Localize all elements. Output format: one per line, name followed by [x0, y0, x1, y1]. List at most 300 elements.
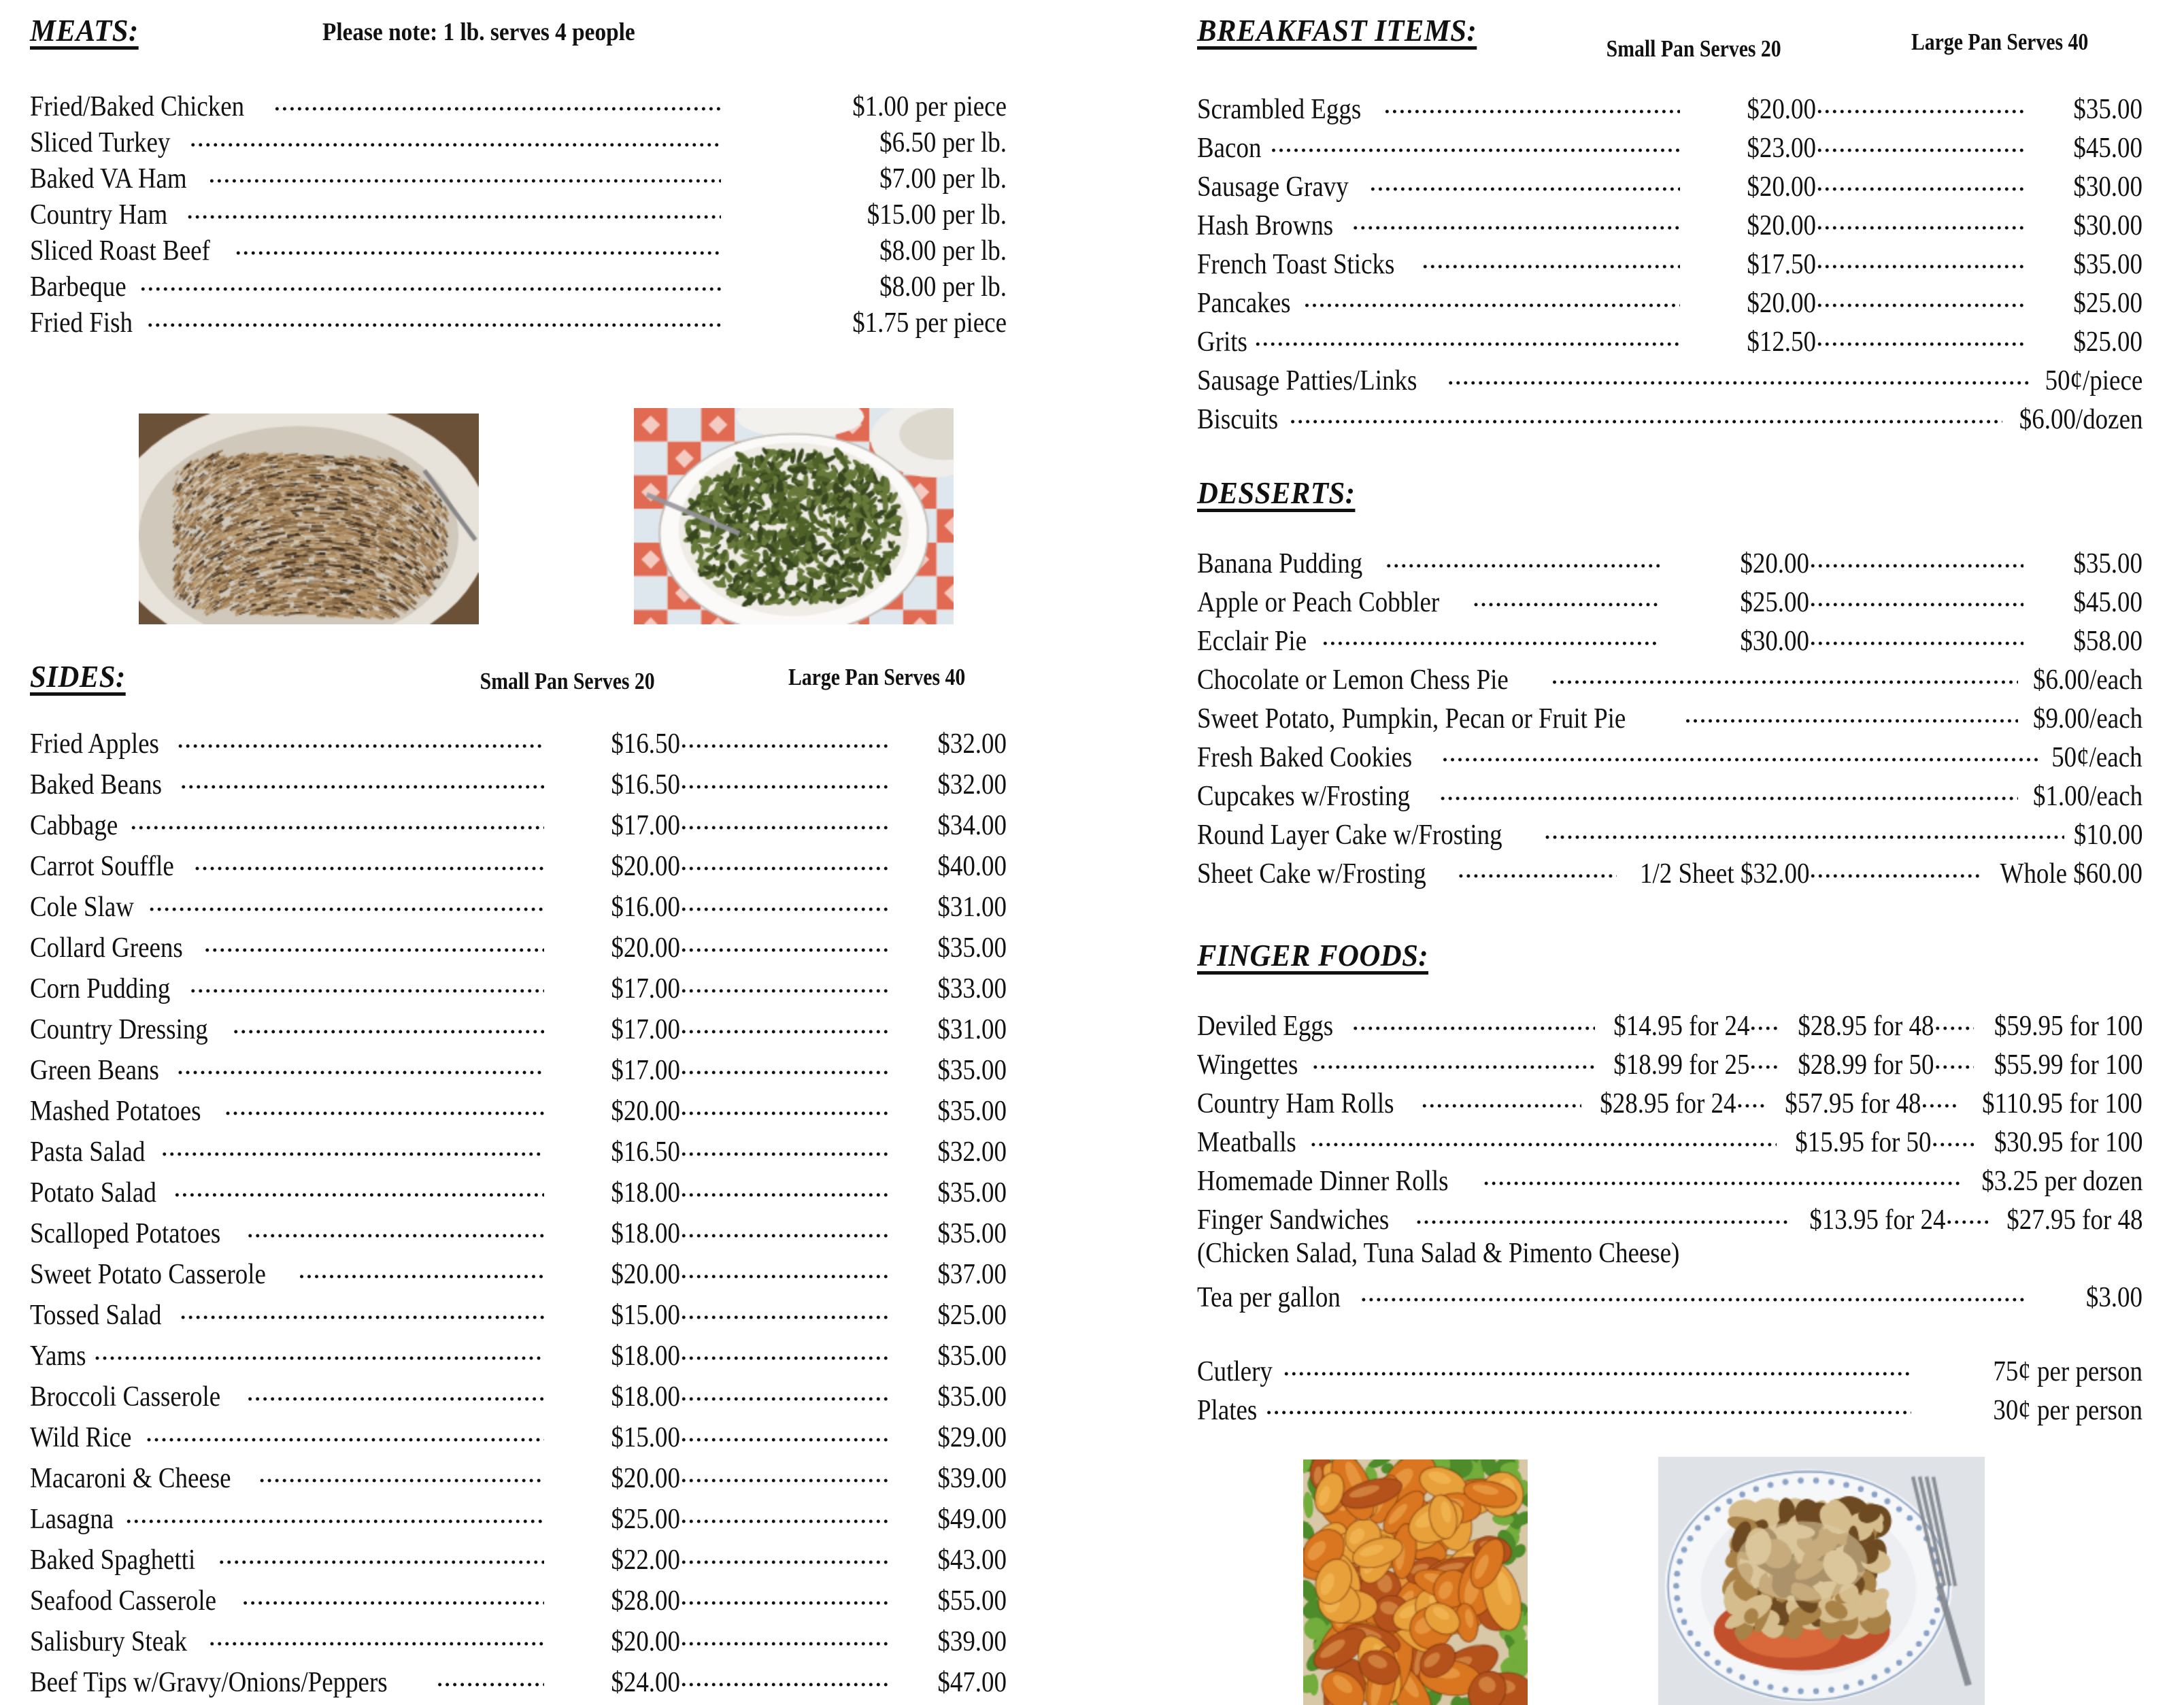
item-price-small: $16.50 — [611, 728, 680, 760]
item-name: Tea per gallon — [1197, 1282, 1341, 1313]
large-price-segment — [680, 1581, 1007, 1615]
menu-row — [30, 1255, 1007, 1296]
item-price-large: $35.00 — [2073, 94, 2143, 125]
small-price-segment — [203, 928, 680, 962]
item-name: Baked VA Ham — [30, 163, 187, 195]
dot-leader — [1483, 1162, 1960, 1190]
item-price-small: $23.00 — [1747, 133, 1816, 164]
item-name: Corn Pudding — [30, 973, 171, 1005]
item-name: Salisbury Steak — [30, 1626, 187, 1657]
dot-leader — [125, 1500, 544, 1528]
dot-leader — [436, 1663, 544, 1691]
menu-row — [1197, 815, 2143, 854]
small-price-segment — [177, 724, 680, 758]
dot-leader — [1289, 400, 2002, 428]
large-price-segment — [680, 888, 1007, 922]
item-price-small: $22.00 — [611, 1544, 680, 1576]
item-name: Biscuits — [1197, 404, 1279, 435]
item-price-large: $25.00 — [2073, 326, 2143, 358]
item-price: $7.00 per lb. — [879, 163, 1007, 195]
large-price-segment — [680, 928, 1007, 962]
item-price-small: $30.00 — [1740, 626, 1809, 657]
large-price-segment — [1816, 322, 2143, 356]
menu-row — [30, 1622, 1007, 1663]
item-name: Fried Fish — [30, 307, 133, 339]
menu-row — [30, 1051, 1007, 1092]
dot-leader — [190, 123, 721, 152]
finger-foods-heading-text: FINGER FOODS: — [1197, 938, 1429, 973]
dot-leader — [1932, 1123, 1974, 1151]
large-price-segment — [680, 1296, 1007, 1330]
item-price-large: $39.00 — [937, 1463, 1007, 1494]
item-price-3: $59.95 for 100 — [1994, 1011, 2143, 1042]
item-name: Baked Spaghetti — [30, 1544, 196, 1576]
item-price-large: $35.00 — [2073, 249, 2143, 280]
dot-leader — [680, 888, 888, 916]
dot-leader — [173, 1173, 544, 1202]
meats-heading — [30, 12, 147, 48]
item-price-large: $55.00 — [937, 1585, 1007, 1617]
dot-leader — [1551, 660, 2018, 689]
small-price-segment — [130, 806, 680, 840]
large-price-segment — [680, 806, 1007, 840]
breakfast-small-pan-header-text: Small Pan Serves 20 — [1606, 35, 1781, 62]
item-price-small: $17.00 — [611, 973, 680, 1005]
item-price-3: $27.95 for 48 — [2006, 1204, 2143, 1236]
item-price-small: $20.00 — [1747, 171, 1816, 203]
item-price: $15.00 per lb. — [867, 199, 1007, 231]
small-price-segment — [241, 1581, 680, 1615]
large-price-segment — [1809, 854, 2143, 888]
item-price: 75¢ per person — [1993, 1356, 2143, 1387]
menu-row — [1197, 738, 2143, 777]
dot-leader — [680, 1173, 888, 1202]
small-price-segment — [148, 888, 680, 922]
menu-row — [1197, 1162, 2143, 1200]
item-price-1: $18.99 for 25 — [1613, 1049, 1750, 1081]
small-price-segment — [94, 1336, 680, 1370]
menu-row — [1197, 622, 2143, 660]
large-price-segment — [680, 1622, 1007, 1656]
small-price-segment — [1322, 622, 1809, 656]
dot-leader — [186, 195, 721, 224]
item-price-large: $31.00 — [937, 1014, 1007, 1045]
dot-leader — [130, 806, 544, 834]
dot-leader — [1816, 284, 2023, 312]
photo-wings — [1303, 1459, 1528, 1705]
item-price-small: $25.00 — [611, 1504, 680, 1535]
menu-row — [30, 195, 1007, 231]
item-price-small: $17.50 — [1747, 249, 1816, 280]
item-price-large: $37.00 — [937, 1259, 1007, 1290]
menu-row — [1197, 167, 2143, 206]
item-name: Bacon — [1197, 133, 1262, 164]
small-price-segment — [246, 1377, 680, 1411]
dot-leader — [177, 724, 544, 753]
menu-row — [1197, 361, 2143, 400]
item-price-small: $20.00 — [1747, 210, 1816, 241]
large-price-segment — [680, 1418, 1007, 1452]
dot-leader — [1310, 1123, 1777, 1151]
dot-leader — [1809, 854, 1981, 883]
item-price-2: $57.95 for 48 — [1784, 1088, 1921, 1119]
meats-list — [30, 87, 1007, 339]
small-price-segment — [1303, 284, 1816, 318]
small-price-segment — [180, 1296, 680, 1330]
dot-leader — [1422, 245, 1680, 273]
item-price-large: $35.00 — [937, 1055, 1007, 1086]
item-price-large: $35.00 — [937, 1096, 1007, 1127]
dot-leader — [218, 1540, 544, 1569]
item-name: Cutlery — [1197, 1356, 1273, 1387]
menu-row — [1197, 206, 2143, 245]
item-price-large: $34.00 — [937, 810, 1007, 841]
item-name: Pancakes — [1197, 288, 1291, 319]
item-price-small: $12.50 — [1747, 326, 1816, 358]
item-name: Sweet Potato, Pumpkin, Pecan or Fruit Pie — [1197, 703, 1626, 735]
item-price-small: $15.00 — [611, 1422, 680, 1453]
item-price-small: $20.00 — [1740, 548, 1809, 579]
item-price: $1.75 per piece — [852, 307, 1007, 339]
dot-leader — [1312, 1045, 1595, 1074]
item-price-large: $58.00 — [2073, 626, 2143, 657]
large-price-segment — [680, 1500, 1007, 1534]
menu-row — [1197, 90, 2143, 129]
large-price-segment — [1816, 284, 2143, 318]
photo-green-beans — [634, 408, 954, 624]
item-price-small: $20.00 — [1747, 288, 1816, 319]
dot-leader — [680, 969, 888, 998]
item-name: Seafood Casserole — [30, 1585, 217, 1617]
menu-row — [30, 888, 1007, 928]
small-price-segment — [1254, 322, 1816, 356]
dot-leader — [1934, 1007, 1974, 1035]
item-price-large: $32.00 — [937, 1136, 1007, 1168]
dot-leader — [146, 1418, 544, 1447]
item-price-2: $13.95 for 24 — [1809, 1204, 1946, 1236]
sides-heading — [30, 658, 133, 694]
item-name: Beef Tips w/Gravy/Onions/Peppers — [30, 1667, 388, 1698]
menu-row — [1197, 544, 2143, 583]
dot-leader — [180, 1296, 544, 1324]
item-name: Cupcakes w/Frosting — [1197, 781, 1411, 812]
item-price-large: $31.00 — [937, 892, 1007, 923]
large-price-segment — [680, 1010, 1007, 1044]
item-price-small: $28.00 — [611, 1585, 680, 1617]
dot-leader — [1816, 167, 2023, 196]
item-price-large: $30.00 — [2073, 210, 2143, 241]
item-price-large: $43.00 — [937, 1544, 1007, 1576]
item-name: Sausage Gravy — [1197, 171, 1349, 203]
item-price-2: $15.95 for 50 — [1795, 1127, 1932, 1158]
item-price-large: $10.00 — [2073, 820, 2143, 851]
dot-leader — [1736, 1084, 1766, 1113]
menu-row — [1197, 1391, 2143, 1430]
sides-heading-text: SIDES: — [30, 659, 126, 694]
item-price-large: $9.00/each — [2032, 703, 2143, 735]
menu-row — [1197, 322, 2143, 361]
item-name: Sweet Potato Casserole — [30, 1259, 266, 1290]
menu-row — [1197, 400, 2143, 439]
small-price-segment — [125, 1500, 680, 1534]
large-price-segment — [1816, 206, 2143, 240]
dot-leader — [190, 969, 544, 998]
dot-leader — [1749, 1007, 1779, 1035]
dot-leader — [680, 1336, 888, 1365]
item-price-large: $35.00 — [937, 1177, 1007, 1209]
item-price-small: $20.00 — [611, 1626, 680, 1657]
dot-leader — [1322, 622, 1660, 650]
meats-note — [322, 18, 670, 47]
item-price-small: $20.00 — [611, 1463, 680, 1494]
large-price-segment — [680, 1173, 1007, 1207]
item-name: Collard Greens — [30, 932, 183, 964]
item-price-large: 50¢/each — [2051, 742, 2143, 773]
menu-row — [1197, 284, 2143, 322]
item-price-1: $28.95 for 24 — [1600, 1088, 1736, 1119]
menu-row — [30, 1459, 1007, 1500]
dot-leader — [680, 765, 888, 794]
dot-leader — [1351, 1007, 1594, 1035]
item-price-large: $32.00 — [937, 769, 1007, 800]
item-name: Potato Salad — [30, 1177, 156, 1209]
item-price-small: $16.50 — [611, 1136, 680, 1168]
item-name: Lasagna — [30, 1504, 114, 1535]
small-price-segment — [1383, 90, 1816, 124]
menu-row — [30, 1540, 1007, 1581]
item-name: Cabbage — [30, 810, 118, 841]
menu-row — [30, 1418, 1007, 1459]
dot-leader — [1303, 284, 1680, 312]
menu-row — [1197, 777, 2143, 815]
menu-row — [30, 231, 1007, 267]
small-price-segment — [233, 1010, 681, 1044]
item-name: Macaroni & Cheese — [30, 1463, 231, 1494]
item-price-large: $33.00 — [937, 973, 1007, 1005]
small-price-segment — [173, 1173, 680, 1207]
dot-leader — [1816, 322, 2023, 351]
small-price-segment — [146, 1418, 680, 1452]
menu-row — [30, 1581, 1007, 1622]
small-price-segment — [436, 1663, 680, 1697]
menu-row — [30, 1336, 1007, 1377]
item-price-small: $17.00 — [611, 1014, 680, 1045]
dot-leader — [208, 159, 721, 188]
item-price-small: 1/2 Sheet $32.00 — [1639, 858, 1809, 890]
small-price-segment — [177, 1051, 680, 1085]
small-price-segment — [190, 969, 680, 1003]
menu-row — [30, 928, 1007, 969]
item-name: Meatballs — [1197, 1127, 1296, 1158]
dot-leader — [139, 267, 721, 296]
item-price-small: $20.00 — [611, 851, 680, 882]
large-price-segment — [680, 1377, 1007, 1411]
dot-leader — [1749, 1045, 1779, 1074]
dot-leader — [1439, 777, 2018, 805]
dot-leader — [1265, 1391, 1911, 1419]
large-price-segment — [680, 1540, 1007, 1574]
large-price-segment — [1809, 544, 2143, 578]
item-price: $8.00 per lb. — [879, 271, 1007, 303]
desserts-list — [1197, 544, 2143, 893]
right-column — [1197, 0, 2156, 1705]
large-price-segment — [680, 1663, 1007, 1697]
item-name: Sliced Roast Beef — [30, 235, 210, 267]
item-price-3: $30.95 for 100 — [1994, 1127, 2143, 1158]
dot-leader — [680, 1377, 888, 1406]
menu-row — [30, 303, 1007, 339]
item-name: Round Layer Cake w/Frosting — [1197, 820, 1502, 851]
menu-row — [30, 1377, 1007, 1418]
item-name: Pasta Salad — [30, 1136, 146, 1168]
menu-row — [30, 765, 1007, 806]
dot-leader — [1816, 245, 2023, 273]
item-price-small: $17.00 — [611, 810, 680, 841]
item-price-small: $18.00 — [611, 1381, 680, 1413]
item-price-small: $16.00 — [611, 892, 680, 923]
item-name: Deviled Eggs — [1197, 1011, 1334, 1042]
dot-leader — [298, 1255, 544, 1283]
large-price-segment — [1816, 245, 2143, 279]
item-name: Sausage Patties/Links — [1197, 365, 1417, 396]
item-price-large: $47.00 — [937, 1667, 1007, 1698]
dot-leader — [680, 724, 888, 753]
dot-leader — [680, 1092, 888, 1120]
item-price-small: $15.00 — [611, 1300, 680, 1331]
dot-leader — [1447, 361, 2031, 390]
menu-row — [1197, 1352, 2143, 1391]
sides-small-pan-header-text: Small Pan Serves 20 — [480, 668, 655, 694]
dot-leader — [147, 303, 721, 332]
dot-leader — [203, 928, 544, 957]
item-price-2: $28.95 for 48 — [1798, 1011, 1934, 1042]
item-price-small: $18.00 — [611, 1177, 680, 1209]
breakfast-small-pan-header — [1558, 35, 1830, 63]
menu-row — [1197, 699, 2143, 738]
large-price-segment — [680, 847, 1007, 881]
dot-leader — [1809, 622, 2023, 650]
menu-row — [30, 1132, 1007, 1173]
dot-leader — [680, 1214, 888, 1243]
item-price-small: $18.00 — [611, 1340, 680, 1372]
small-price-segment — [161, 1132, 680, 1166]
sides-list — [30, 724, 1007, 1704]
breakfast-large-pan-header — [1857, 29, 2143, 56]
breakfast-list — [1197, 90, 2143, 439]
dot-leader — [680, 1418, 888, 1447]
item-price-3: $55.99 for 100 — [1994, 1049, 2143, 1081]
finger-foods-list — [1197, 1007, 2143, 1317]
dot-leader — [194, 847, 544, 875]
small-price-segment — [258, 1459, 680, 1493]
item-price: 30¢ per person — [1993, 1395, 2143, 1426]
item-price-small: $16.50 — [611, 769, 680, 800]
small-price-segment — [1458, 854, 1809, 888]
dot-leader — [1283, 1352, 1911, 1381]
item-name: Ecclair Pie — [1197, 626, 1307, 657]
dot-leader — [1254, 322, 1680, 351]
photo-cobbler — [1658, 1457, 1985, 1705]
item-price-large: $40.00 — [937, 851, 1007, 882]
dot-leader — [1352, 206, 1681, 235]
dot-leader — [1946, 1200, 1988, 1229]
dot-leader — [208, 1622, 544, 1651]
supplies-list — [1197, 1352, 2143, 1430]
dot-leader — [680, 1459, 888, 1487]
dot-leader — [680, 1010, 888, 1039]
dot-leader — [1544, 815, 2064, 844]
menu-row — [30, 1500, 1007, 1540]
item-name: Homemade Dinner Rolls — [1197, 1166, 1449, 1197]
item-price-large: Whole $60.00 — [2000, 858, 2143, 890]
dot-leader — [273, 87, 721, 116]
item-name: Finger Sandwiches — [1197, 1204, 1390, 1236]
menu-row — [30, 806, 1007, 847]
item-price-small: $20.00 — [611, 1096, 680, 1127]
dot-leader — [1360, 1278, 2027, 1306]
small-price-segment — [1270, 129, 1816, 163]
menu-row — [1197, 854, 2143, 893]
item-price-small: $20.00 — [611, 932, 680, 964]
item-name: Mashed Potatoes — [30, 1096, 201, 1127]
large-price-segment — [680, 724, 1007, 758]
item-price-small: $20.00 — [611, 1259, 680, 1290]
item-price-large: $35.00 — [937, 1218, 1007, 1249]
menu-row — [30, 969, 1007, 1010]
menu-row — [30, 724, 1007, 765]
dot-leader — [180, 765, 544, 794]
item-name: Green Beans — [30, 1055, 159, 1086]
dot-leader — [246, 1377, 544, 1406]
item-price-large: $30.00 — [2073, 171, 2143, 203]
dot-leader — [224, 1092, 544, 1120]
menu-row — [30, 1092, 1007, 1132]
breakfast-heading — [1197, 12, 1498, 48]
finger-foods-heading — [1197, 937, 1446, 973]
item-name: Plates — [1197, 1395, 1258, 1426]
item-price-large: $25.00 — [937, 1300, 1007, 1331]
sides-small-pan-header — [431, 668, 703, 695]
menu-row — [30, 847, 1007, 888]
dot-leader — [258, 1459, 544, 1487]
item-name: Yams — [30, 1340, 86, 1372]
item-name: Wingettes — [1197, 1049, 1298, 1081]
dot-leader — [233, 1010, 545, 1039]
dot-leader — [246, 1214, 544, 1243]
item-name: Carrot Souffle — [30, 851, 174, 882]
menu-row — [1197, 245, 2143, 284]
menu-row — [1197, 1200, 2143, 1239]
item-price: $8.00 per lb. — [879, 235, 1007, 267]
item-name: Baked Beans — [30, 769, 162, 800]
item-name: Scrambled Eggs — [1197, 94, 1362, 125]
item-name: Hash Browns — [1197, 210, 1334, 241]
menu-row — [1197, 1123, 2143, 1162]
dot-leader — [177, 1051, 544, 1079]
small-price-segment — [208, 1622, 680, 1656]
dot-leader — [241, 1581, 544, 1610]
item-name: Sheet Cake w/Frosting — [1197, 858, 1426, 890]
photo-barbecue — [139, 413, 479, 624]
item-price-small: $18.00 — [611, 1218, 680, 1249]
small-price-segment — [194, 847, 680, 881]
item-price-small: $25.00 — [1740, 587, 1809, 618]
dot-leader — [680, 847, 888, 875]
item-price-large: $35.00 — [937, 932, 1007, 964]
menu-row — [1197, 1007, 2143, 1045]
menu-row — [30, 1173, 1007, 1214]
dot-leader — [680, 1663, 888, 1691]
